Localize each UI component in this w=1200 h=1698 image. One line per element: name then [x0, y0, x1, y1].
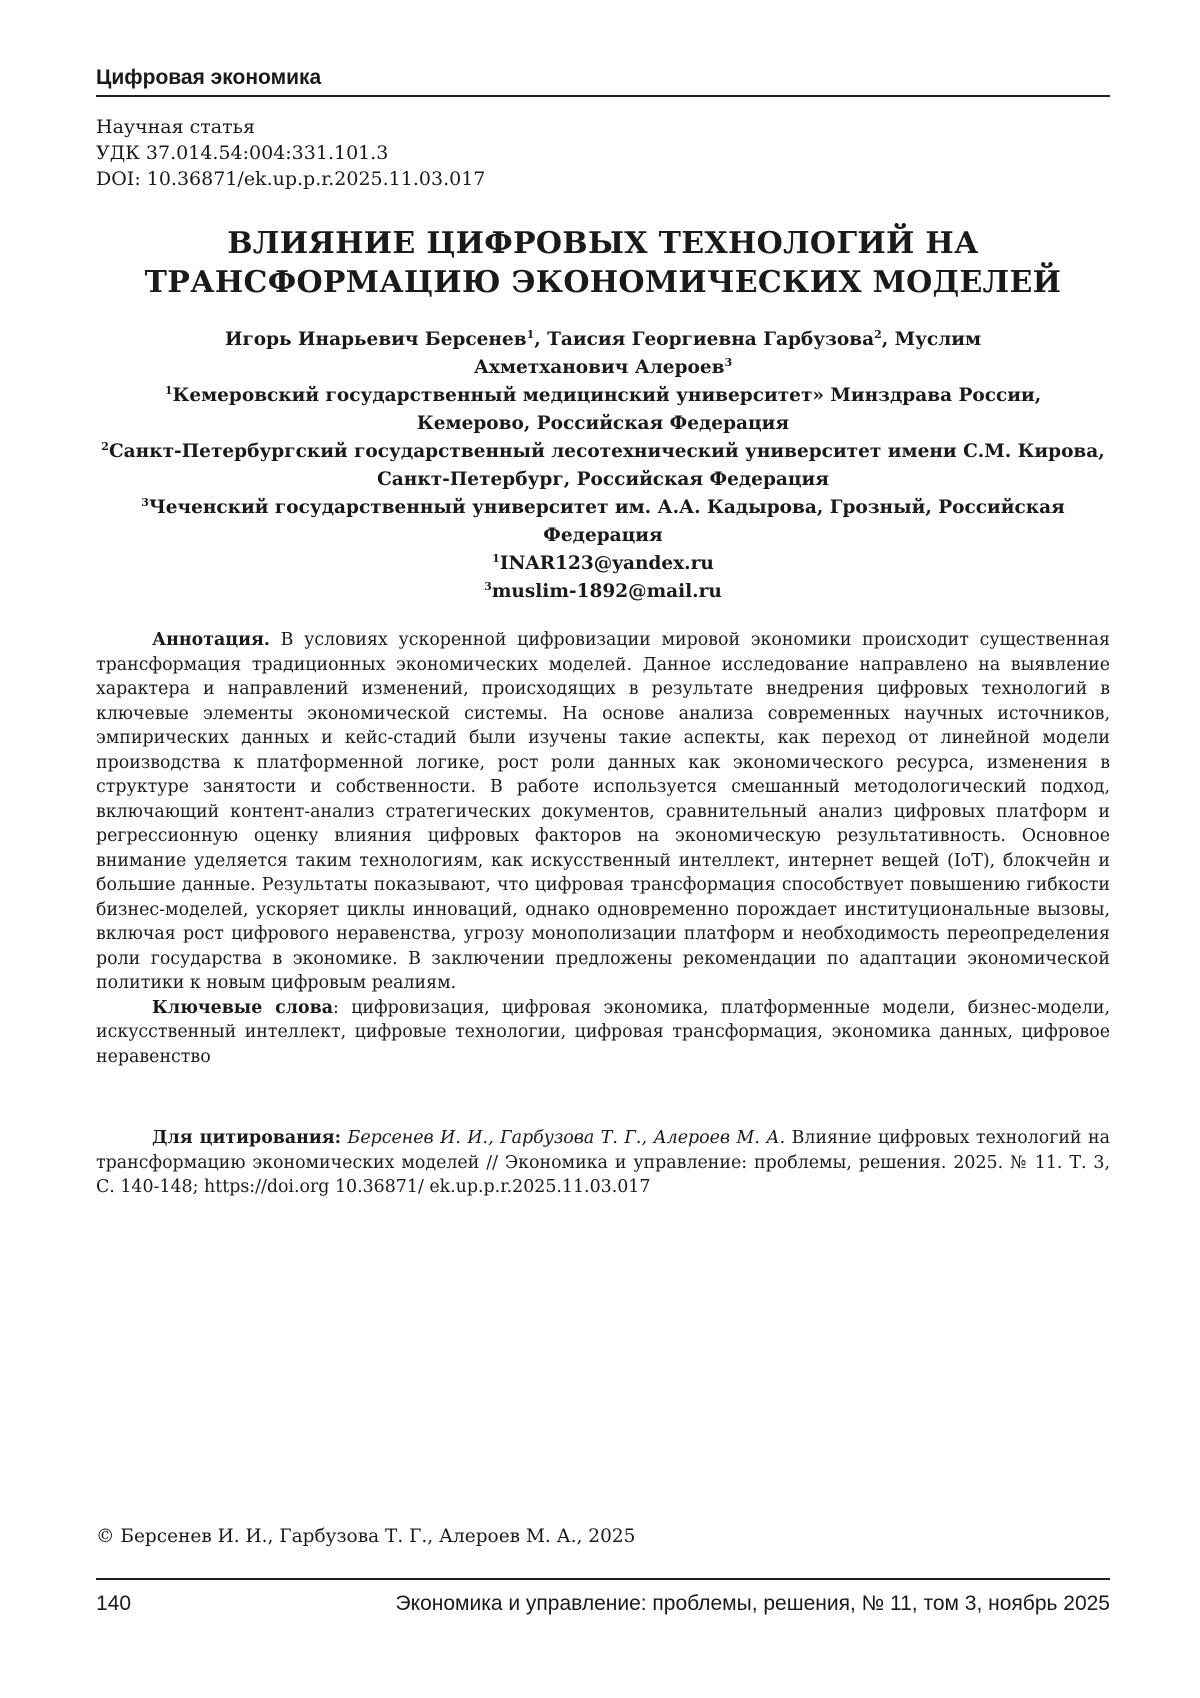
email-text[interactable]: muslim-1892@mail.ru — [491, 581, 722, 602]
author-separator: , — [881, 329, 895, 350]
email-sup: 1 — [492, 551, 500, 565]
abstract-paragraph — [96, 628, 1110, 996]
article-title: ВЛИЯНИЕ ЦИФРОВЫХ ТЕХНОЛОГИЙ НА ТРАНСФОРМАЦИЮ ЭКОНОМИЧЕСКИХ МОДЕЛЕЙ — [144, 226, 1062, 300]
keywords-label: Ключевые слова — [152, 997, 333, 1018]
article-meta — [96, 114, 485, 192]
affiliation — [96, 494, 1110, 550]
citation-block — [96, 1126, 1110, 1200]
author-sup: 3 — [724, 355, 733, 369]
affiliation-text: Кемеровский государственный медицинский университет» Минздрава России, Кемерово, Российская Федерация — [172, 385, 1042, 434]
email-sup: 3 — [484, 579, 492, 593]
citation-text: Влияние цифровых технологий на трансформацию экономических моделей // Экономика и управление: проблемы, решения. 2025. № 11. Т. 3, С. 140-148; https://doi.org 10.36871/ ek.up.p.r.2025.11.03.017 — [96, 1128, 1110, 1197]
author-names — [96, 326, 1110, 382]
author-name: Муслим Ахметханович Алероев — [473, 329, 982, 378]
copyright: © Берсенев И. И., Гарбузова Т. Г., Алероев М. А., 2025 — [96, 1526, 636, 1547]
citation-authors: Берсенев И. И., Гарбузова Т. Г., Алероев М. А. — [341, 1128, 786, 1148]
abstract-text: В условиях ускоренной цифровизации мировой экономики происходит существенная трансформация традиционных экономических моделей. Данное исследование направлено на выявление характера и направлений изменений, происходящих в результате внедрения цифровых технологий в ключевые элементы экономической системы. На основе анализа современных научных источников, эмпирических данных и кейс-стадий были изучены такие аспекты, как переход от линейной модели производства к платформенной логике, рост роли данных как экономического ресурса, изменения в структуре занятости и собственности. В работе используется смешанный методологический подход, включающий контент-анализ стратегических документов, сравнительный анализ цифровых платформ и регрессионную оценку влияния цифровых факторов на экономическую результативность. Основное внимание уделяется таким технологиям, как искусственный интеллект, интернет вещей (IoT), блокчейн и большие данные. Результаты показывают, что цифровая трансформация способствует повышению гибкости бизнес-моделей, ускоряет циклы инноваций, однако одновременно порождает институциональные вызовы, включая рост цифрового неравенства, угрозу монополизации платформ и необходимость переопределения роли государства в экономике. В заключении предложены рекомендации по адаптации экономической политики к новым цифровым реалиям. — [96, 630, 1110, 993]
affiliation-text: Санкт-Петербургский государственный лесотехнический университет имени С.М. Кирова, Санкт-Петербург, Российская Федерация — [108, 441, 1105, 490]
header-divider — [96, 95, 1110, 97]
article-type: Научная статья — [96, 116, 255, 138]
authors-block — [96, 326, 1110, 606]
section-header: Цифровая экономика — [96, 66, 322, 89]
email-text[interactable]: INAR123@yandex.ru — [499, 553, 714, 574]
author-separator: , — [534, 329, 548, 350]
author-sup: 1 — [526, 327, 535, 341]
affiliation-sup: 1 — [164, 383, 173, 397]
keywords-text: : цифровизация, цифровая экономика, платформенные модели, бизнес-модели, искусственный интеллект, цифровые технологии, цифровая трансформация, экономика данных, цифровое неравенство — [96, 997, 1110, 1067]
affiliation — [96, 382, 1110, 438]
affiliation — [96, 438, 1110, 494]
author-name: Игорь Инарьевич Берсенев — [224, 329, 527, 350]
udk-code: УДК 37.014.54:004:331.101.3 — [96, 142, 389, 164]
keywords-paragraph — [96, 996, 1110, 1070]
affiliation-sup: 2 — [101, 439, 109, 453]
journal-info: Экономика и управление: проблемы, решения, № 11, том 3, ноябрь 2025 — [395, 1592, 1110, 1615]
page-number: 140 — [96, 1592, 132, 1615]
author-sup: 2 — [874, 327, 882, 341]
affiliation-text: Чеченский государственный университет им. А.А. Кадырова, Грозный, Российская Федерация — [148, 497, 1065, 546]
page-footer — [96, 1592, 1110, 1616]
footer-divider — [96, 1578, 1110, 1580]
citation-label: Для цитирования: — [152, 1128, 342, 1148]
abstract-block — [96, 628, 1110, 1069]
author-email — [96, 550, 1110, 578]
author-email — [96, 578, 1110, 606]
author-name: Таисия Георгиевна Гарбузова — [547, 329, 875, 350]
doi: DOI: 10.36871/ek.up.p.r.2025.11.03.017 — [96, 168, 486, 190]
affiliation-sup: 3 — [141, 495, 149, 509]
abstract-label: Аннотация. — [152, 630, 270, 650]
